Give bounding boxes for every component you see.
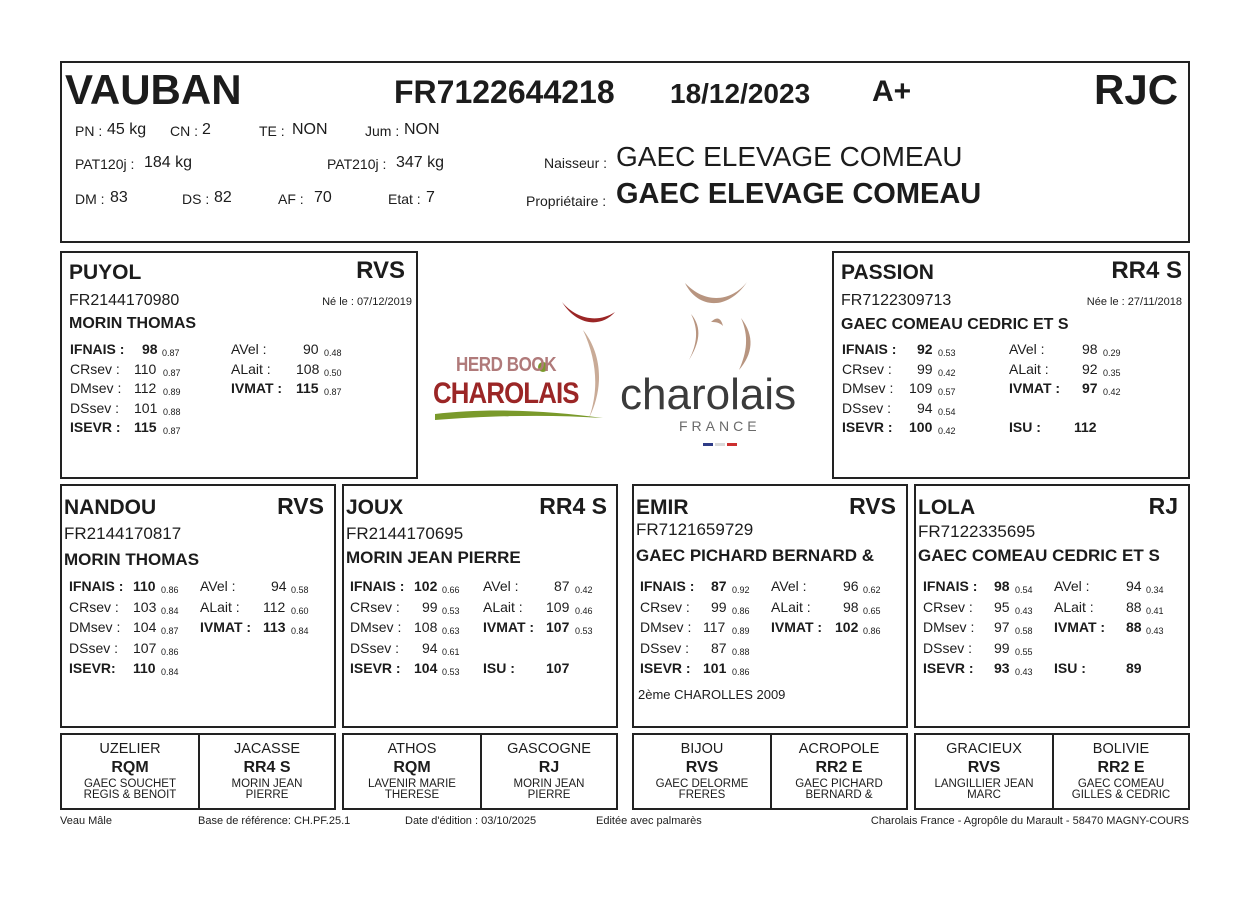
- great-grandparents-group-4: [914, 733, 1190, 810]
- dam-birthdate: Née le : 27/11/2018: [1086, 296, 1182, 308]
- great-grandparent-gascogne: [482, 735, 616, 801]
- dmsev-label: DMsev :: [923, 619, 975, 635]
- crsev-value: 99: [917, 360, 933, 377]
- ivmat-reliability: 0.87: [324, 387, 342, 397]
- ggp-owner-line-1: LAVENIR MARIE: [368, 778, 456, 790]
- avel-reliability: 0.58: [291, 585, 309, 595]
- dmsev-reliability: 0.63: [442, 626, 460, 636]
- dmsev-reliability: 0.87: [161, 626, 179, 636]
- ifnais-label: IFNAIS :: [69, 578, 124, 594]
- dmsev-reliability: 0.89: [163, 387, 181, 397]
- dssev-label: DSsev :: [842, 399, 892, 416]
- alait-label: ALait :: [1054, 598, 1094, 615]
- jum-label: Jum :: [365, 123, 400, 139]
- pn-label: PN :: [75, 123, 103, 139]
- ggp-owner-line-2: PIERRE: [527, 789, 571, 801]
- proprietaire-value: GAEC ELEVAGE COMEAU: [616, 178, 982, 210]
- gp-stats: [350, 576, 615, 679]
- ifnais-reliability: 0.54: [1015, 585, 1033, 595]
- pat120-value: 184 kg: [144, 154, 193, 171]
- ggp-owner-line-2: PIERRE: [245, 789, 289, 801]
- charolais-france-logo: [615, 278, 830, 453]
- dmsev-value: 117: [703, 619, 726, 635]
- dmsev-label: DMsev :: [640, 619, 692, 635]
- ivmat-value: 88: [1126, 619, 1142, 635]
- avel-label: AVel :: [483, 578, 519, 594]
- etat-value: 7: [426, 189, 435, 206]
- ggp-code: RR4 S: [243, 759, 291, 776]
- sire-card: [60, 251, 418, 479]
- great-grandparent-acropole: [772, 735, 906, 801]
- alait-reliability: 0.60: [291, 605, 309, 616]
- gp-stats: [640, 576, 905, 679]
- isevr-value: 110: [133, 660, 156, 676]
- ggp-name: BIJOU: [680, 741, 724, 757]
- dssev-value: 107: [133, 639, 157, 656]
- alait-reliability: 0.65: [863, 605, 881, 616]
- cn-value: 2: [202, 121, 211, 138]
- gp-name: EMIR: [636, 496, 689, 519]
- alait-reliability: 0.41: [1146, 605, 1164, 616]
- gp-id: FR7121659729: [636, 520, 754, 539]
- dssev-value: 87: [711, 639, 727, 656]
- avel-label: AVel :: [771, 578, 807, 594]
- grandparent-card-emir: [632, 484, 908, 728]
- ggp-owner-line-1: MORIN JEAN: [231, 778, 303, 790]
- great-grandparent-bijou: [634, 735, 770, 801]
- alait-value: 98: [843, 598, 859, 615]
- great-grandparent-athos: [344, 735, 480, 801]
- gp-id: FR2144170695: [346, 524, 464, 543]
- dmsev-label: DMsev :: [842, 380, 894, 396]
- ggp-owner-line-1: GAEC COMEAU: [1077, 778, 1165, 790]
- alait-label: ALait :: [1009, 360, 1049, 377]
- alait-label: ALait :: [483, 598, 523, 615]
- dam-code: RR4 S: [1111, 257, 1182, 284]
- ds-value: 82: [214, 189, 232, 206]
- ggp-owner-line-1: MORIN JEAN: [513, 778, 585, 790]
- dssev-reliability: 0.88: [732, 646, 750, 657]
- dmsev-value: 109: [909, 380, 933, 396]
- ggp-code: RJ: [538, 759, 560, 776]
- gp-code: RJ: [1148, 493, 1178, 519]
- isevr-value: 115: [134, 419, 157, 435]
- gp-owner: GAEC COMEAU CEDRIC ET S: [918, 546, 1160, 565]
- dssev-reliability: 0.61: [442, 646, 460, 657]
- crsev-reliability: 0.53: [442, 605, 460, 616]
- ggp-name: GRACIEUX: [946, 741, 1022, 757]
- ifnais-value: 102: [414, 578, 438, 594]
- dam-owner: GAEC COMEAU CEDRIC ET S: [841, 316, 1069, 333]
- dssev-value: 94: [917, 399, 933, 416]
- ggp-owner-line-1: GAEC SOUCHET: [83, 778, 176, 790]
- ifnais-reliability: 0.87: [162, 348, 180, 358]
- ggp-owner-line-2: MARC: [967, 789, 1001, 801]
- crsev-reliability: 0.43: [1015, 605, 1033, 616]
- isevr-value: 93: [994, 660, 1010, 676]
- dssev-value: 99: [994, 639, 1010, 656]
- pat120-label: PAT120j :: [75, 156, 135, 172]
- ivmat-label: IVMAT :: [483, 619, 535, 635]
- pn-value: 45 kg: [107, 121, 147, 138]
- te-label: TE :: [259, 123, 285, 139]
- dam-name: PASSION: [841, 261, 934, 284]
- isu-label: ISU :: [1054, 660, 1086, 676]
- sire-code: RVS: [356, 257, 405, 284]
- animal-id: FR7122644218: [394, 74, 615, 110]
- avel-reliability: 0.34: [1146, 585, 1164, 595]
- ivmat-value: 113: [263, 619, 286, 635]
- crsev-label: CRsev :: [69, 598, 119, 615]
- avel-reliability: 0.29: [1103, 348, 1121, 358]
- ggp-owner-line-1: GAEC DELORME: [655, 778, 749, 790]
- ggp-owner-line-2: GILLES & CEDRIC: [1071, 789, 1171, 801]
- alait-reliability: 0.50: [324, 367, 342, 378]
- etat-label: Etat :: [388, 191, 421, 207]
- avel-value: 98: [1082, 341, 1098, 357]
- gp-stats: [69, 576, 334, 679]
- dmsev-value: 108: [414, 619, 438, 635]
- ggp-name: UZELIER: [99, 741, 161, 757]
- ggp-name: ACROPOLE: [798, 741, 880, 757]
- isevr-reliability: 0.42: [938, 426, 956, 436]
- ifnais-label: IFNAIS :: [640, 578, 695, 594]
- avel-value: 96: [843, 578, 859, 594]
- ggp-owner-line-1: GAEC PICHARD: [795, 778, 883, 790]
- dssev-reliability: 0.54: [938, 406, 956, 417]
- gp-owner: GAEC PICHARD BERNARD &: [636, 546, 875, 565]
- isevr-value: 104: [414, 660, 438, 676]
- alait-reliability: 0.46: [575, 605, 593, 616]
- af-label: AF :: [278, 191, 304, 207]
- avel-reliability: 0.48: [324, 348, 342, 358]
- crsev-value: 99: [422, 598, 438, 615]
- avel-value: 87: [554, 578, 570, 594]
- gp-name: NANDOU: [64, 496, 157, 519]
- ivmat-label: IVMAT :: [1054, 619, 1106, 635]
- isevr-label: ISEVR :: [70, 419, 121, 435]
- ifnais-reliability: 0.53: [938, 348, 956, 358]
- footer-sex: Veau Mâle: [60, 815, 112, 827]
- isu-label: ISU :: [1009, 419, 1041, 435]
- crsev-label: CRsev :: [70, 360, 120, 377]
- ifnais-label: IFNAIS :: [350, 578, 405, 594]
- great-grandparents-group-3: [632, 733, 908, 810]
- ivmat-label: IVMAT :: [1009, 380, 1061, 396]
- dmsev-label: DMsev :: [350, 619, 402, 635]
- crsev-value: 110: [134, 360, 157, 377]
- ivmat-value: 97: [1082, 380, 1098, 396]
- ivmat-reliability: 0.43: [1146, 626, 1164, 636]
- dssev-value: 101: [134, 399, 158, 416]
- gp-owner: MORIN THOMAS: [64, 550, 200, 569]
- animal-name: VAUBAN: [65, 66, 242, 113]
- ggp-code: RQM: [111, 759, 149, 776]
- animal-header: [60, 61, 1190, 243]
- crsev-reliability: 0.84: [161, 605, 179, 616]
- ggp-code: RVS: [967, 759, 1001, 776]
- crsev-value: 95: [994, 598, 1010, 615]
- grandparent-card-lola: [914, 484, 1190, 728]
- ggp-name: BOLIVIE: [1092, 741, 1150, 757]
- gp-name: LOLA: [918, 496, 976, 519]
- ivmat-reliability: 0.86: [863, 626, 881, 636]
- dssev-label: DSsev :: [640, 639, 690, 656]
- grandparent-card-joux: [342, 484, 618, 728]
- isevr-reliability: 0.84: [161, 667, 179, 677]
- ggp-code: RR2 E: [815, 759, 863, 776]
- alait-label: ALait :: [200, 598, 240, 615]
- sire-id: FR2144170980: [69, 292, 180, 309]
- pat210-label: PAT210j :: [327, 156, 387, 172]
- ivmat-label: IVMAT :: [200, 619, 252, 635]
- ifnais-value: 87: [711, 578, 727, 594]
- ggp-owner-line-2: REGIS & BENOIT: [83, 789, 177, 801]
- ivmat-reliability: 0.84: [291, 626, 309, 636]
- isevr-label: ISEVR :: [640, 660, 691, 676]
- avel-reliability: 0.42: [575, 585, 593, 595]
- crsev-value: 103: [133, 598, 157, 615]
- avel-value: 94: [1126, 578, 1142, 594]
- avel-label: AVel :: [1054, 578, 1090, 594]
- animal-grade: A+: [872, 75, 912, 108]
- alait-label: ALait :: [231, 360, 271, 377]
- dam-stats: [842, 340, 1182, 438]
- sire-stats: [70, 340, 410, 438]
- isevr-reliability: 0.87: [163, 426, 181, 436]
- ggp-code: RVS: [685, 759, 719, 776]
- isevr-reliability: 0.53: [442, 667, 460, 677]
- jum-value: NON: [404, 121, 440, 138]
- ggp-owner-line-2: BERNARD &: [805, 789, 873, 801]
- sire-name: PUYOL: [69, 261, 142, 284]
- ifnais-label: IFNAIS :: [923, 578, 978, 594]
- crsev-reliability: 0.86: [732, 605, 750, 616]
- crsev-reliability: 0.42: [938, 367, 956, 378]
- ggp-name: ATHOS: [387, 741, 437, 757]
- dssev-reliability: 0.55: [1015, 646, 1033, 657]
- ifnais-value: 98: [142, 341, 158, 357]
- ivmat-value: 107: [546, 619, 570, 635]
- ivmat-reliability: 0.42: [1103, 387, 1121, 397]
- isevr-reliability: 0.86: [732, 667, 750, 677]
- ggp-code: RQM: [393, 759, 431, 776]
- dmsev-reliability: 0.58: [1015, 626, 1033, 636]
- alait-value: 108: [296, 360, 320, 377]
- animal-code: RJC: [1094, 66, 1179, 113]
- great-grandparent-bolivie: [1054, 735, 1188, 801]
- gp-code: RR4 S: [539, 493, 607, 519]
- dssev-reliability: 0.86: [161, 646, 179, 657]
- dmsev-reliability: 0.89: [732, 626, 750, 636]
- great-grandparents-group-2: [342, 733, 618, 810]
- af-value: 70: [314, 189, 332, 206]
- ifnais-reliability: 0.66: [442, 585, 460, 595]
- isevr-value: 101: [703, 660, 727, 676]
- ggp-owner-line-2: THERESE: [384, 789, 440, 801]
- grandparent-card-nandou: [60, 484, 336, 728]
- ifnais-label: IFNAIS :: [70, 341, 125, 357]
- dmsev-reliability: 0.57: [938, 387, 956, 397]
- dssev-reliability: 0.88: [163, 406, 181, 417]
- dmsev-value: 112: [134, 380, 157, 396]
- gp-name: JOUX: [346, 496, 404, 519]
- ifnais-value: 98: [994, 578, 1010, 594]
- pat210-value: 347 kg: [396, 154, 445, 171]
- ifnais-label: IFNAIS :: [842, 341, 897, 357]
- footer-palmares-note: Editée avec palmarès: [596, 815, 702, 827]
- crsev-value: 99: [711, 598, 727, 615]
- ivmat-reliability: 0.53: [575, 626, 593, 636]
- dssev-value: 94: [422, 639, 438, 656]
- dm-value: 83: [110, 189, 128, 206]
- ggp-code: RR2 E: [1097, 759, 1145, 776]
- dam-id: FR7122309713: [841, 292, 952, 309]
- france-wordmark: FRANCE: [679, 418, 761, 434]
- alait-reliability: 0.35: [1103, 367, 1121, 378]
- gp-id: FR7122335695: [918, 522, 1036, 541]
- alait-value: 88: [1126, 598, 1142, 615]
- dm-label: DM :: [75, 191, 105, 207]
- great-grandparent-uzelier: [62, 735, 198, 801]
- naisseur-value: GAEC ELEVAGE COMEAU: [616, 141, 963, 172]
- sire-owner: MORIN THOMAS: [69, 315, 197, 332]
- dssev-label: DSsev :: [70, 399, 120, 416]
- dmsev-value: 104: [133, 619, 157, 635]
- gp-owner: MORIN JEAN PIERRE: [346, 548, 521, 567]
- cn-label: CN :: [170, 123, 198, 139]
- isevr-label: ISEVR :: [350, 660, 401, 676]
- isevr-label: ISEVR:: [69, 660, 116, 676]
- great-grandparent-jacasse: [200, 735, 334, 801]
- ifnais-reliability: 0.92: [732, 585, 750, 595]
- crsev-label: CRsev :: [350, 598, 400, 615]
- herd-book-charolais-logo: [425, 290, 625, 430]
- crsev-reliability: 0.87: [163, 367, 181, 378]
- great-grandparent-gracieux: [916, 735, 1052, 801]
- ggp-name: GASCOGNE: [507, 741, 591, 757]
- crsev-label: CRsev :: [640, 598, 690, 615]
- isu-value: 107: [546, 660, 570, 676]
- ifnais-reliability: 0.86: [161, 585, 179, 595]
- crsev-label: CRsev :: [842, 360, 892, 377]
- proprietaire-label: Propriétaire :: [526, 193, 607, 209]
- footer-address: Charolais France - Agropôle du Marault - 58470 MAGNY-COURS: [870, 815, 1189, 827]
- crsev-label: CRsev :: [923, 598, 973, 615]
- ivmat-value: 102: [835, 619, 859, 635]
- great-grandparents-group-1: [60, 733, 336, 810]
- dssev-label: DSsev :: [350, 639, 400, 656]
- ggp-owner-line-2: FRERES: [678, 789, 726, 801]
- animal-date: 18/12/2023: [670, 78, 811, 109]
- avel-value: 90: [303, 341, 319, 357]
- ifnais-value: 92: [917, 341, 933, 357]
- gp-code: RVS: [277, 493, 324, 519]
- avel-label: AVel :: [231, 341, 267, 357]
- isevr-reliability: 0.43: [1015, 667, 1033, 677]
- dmsev-label: DMsev :: [69, 619, 121, 635]
- avel-reliability: 0.62: [863, 585, 881, 595]
- ivmat-value: 115: [296, 380, 319, 396]
- isu-value: 112: [1074, 419, 1097, 435]
- ds-label: DS :: [182, 191, 210, 207]
- isevr-label: ISEVR :: [842, 419, 893, 435]
- alait-label: ALait :: [771, 598, 811, 615]
- sire-birthdate: Né le : 07/12/2019: [322, 296, 412, 308]
- dam-card: [832, 251, 1190, 479]
- avel-value: 94: [271, 578, 287, 594]
- herd-book-charolais-text: CHAROLAIS: [433, 377, 579, 410]
- isu-label: ISU :: [483, 660, 515, 676]
- isevr-label: ISEVR :: [923, 660, 974, 676]
- te-value: NON: [292, 121, 328, 138]
- charolais-wordmark: charolais: [620, 370, 797, 419]
- alait-value: 92: [1082, 360, 1098, 377]
- isevr-value: 100: [909, 419, 933, 435]
- dssev-label: DSsev :: [923, 639, 973, 656]
- alait-value: 112: [263, 598, 286, 615]
- alait-value: 109: [546, 598, 570, 615]
- ivmat-label: IVMAT :: [771, 619, 823, 635]
- ivmat-label: IVMAT :: [231, 380, 283, 396]
- gp-id: FR2144170817: [64, 524, 182, 543]
- ggp-owner-line-1: LANGILLIER JEAN: [934, 778, 1034, 790]
- ifnais-value: 110: [133, 578, 156, 594]
- isu-value: 89: [1126, 660, 1142, 676]
- avel-label: AVel :: [1009, 341, 1045, 357]
- dmsev-label: DMsev :: [70, 380, 122, 396]
- ggp-name: JACASSE: [233, 741, 301, 757]
- gp-stats: [923, 576, 1188, 679]
- herd-book-text: HERD BOOK: [456, 354, 557, 376]
- dmsev-value: 97: [994, 619, 1010, 635]
- footer-reference-base: Base de référence: CH.PF.25.1: [198, 815, 351, 827]
- gp-code: RVS: [849, 493, 896, 519]
- avel-label: AVel :: [200, 578, 236, 594]
- naisseur-label: Naisseur :: [544, 155, 608, 171]
- palmares-entry: 2ème CHAROLLES 2009: [638, 687, 786, 702]
- footer-edition-date: Date d'édition : 03/10/2025: [405, 815, 537, 827]
- dssev-label: DSsev :: [69, 639, 119, 656]
